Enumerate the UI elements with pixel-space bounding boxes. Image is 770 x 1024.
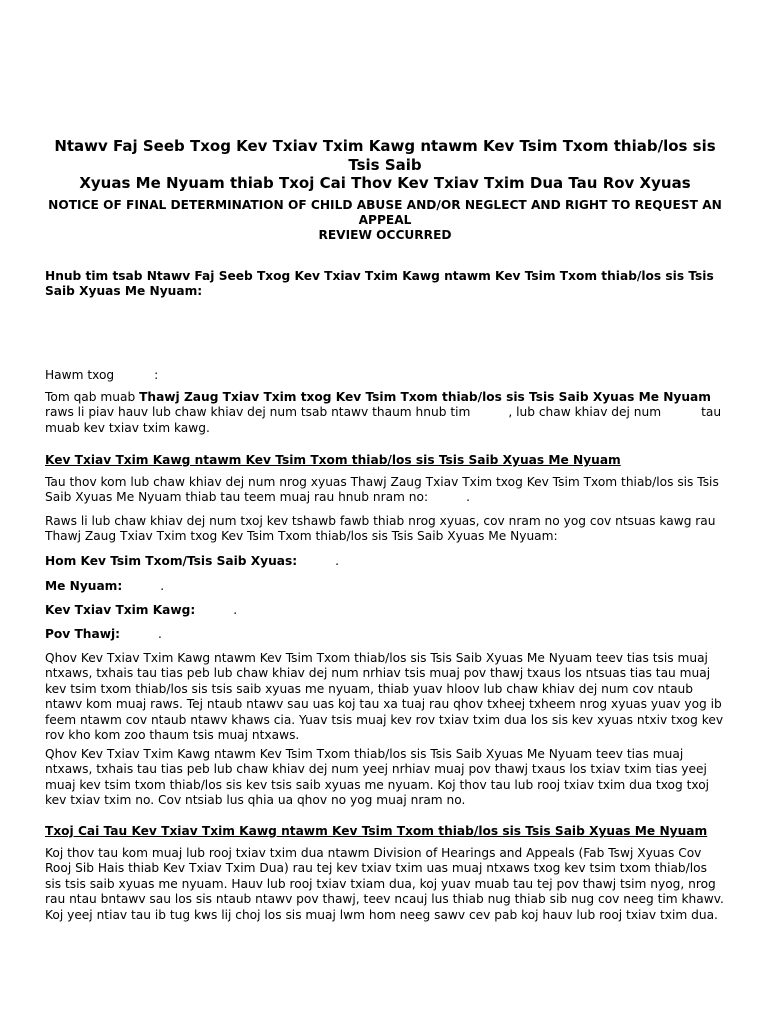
field-label: Hom Kev Tsim Txom/Tsis Saib Xyuas:	[45, 554, 298, 568]
greeting-label: Hawm txog	[45, 368, 115, 382]
field-label: Me Nyuam:	[45, 579, 123, 593]
greeting-line	[45, 368, 725, 383]
unsubstantiated-paragraph: Qhov Kev Txiav Txim Kawg ntawm Kev Tsim Txom thiab/los sis Tsis Saib Xyuas Me Nyuam teev tias tsis muaj ntxaws, txhais tau tias peb lub chaw khiav dej num nrhiav tsis muaj pov thawj txaus los ntsuas tias tau muaj kev tsim txom thiab/los sis tsis saib xyuas me nyuam, thiab yuav hloov lub chaw khiav dej num cov ntaub ntawv kom muaj raws. Tej ntaub ntawv sau uas koj tau xa tuaj rau qhov txheej txheem nrog xyuas yuav yog ib feem ntawm cov ntaub ntawv khaws cia. Yuav tsis muaj kev rov txiav txim dua los sis kev xyuas ntxiv txog kev rov kho kom zoo thaum tsis muaj ntxaws.	[45, 651, 724, 743]
field-abuse-type: Hom Kev Tsim Txom/Tsis Saib Xyuas: .	[45, 554, 339, 568]
greeting-colon: :	[154, 368, 159, 382]
field-label: Kev Txiav Txim Kawg:	[45, 603, 196, 617]
request-paragraph: Tau thov kom lub chaw khiav dej num nrog xyuas Thawj Zaug Txiav Txim txog Kev Tsim Txom thiab/los sis Tsis Saib Xyuas Me Nyuam thiab tau teem muaj rau hnub nram no: .	[45, 475, 719, 505]
findings-intro-paragraph: Raws li lub chaw khiav dej num txoj kev tshawb fawb thiab nrog xyuas, cov nram no yog cov ntsuas kawg rau Thawj Zaug Txiav Txim txog Kev Tsim Txom thiab/los sis Tsis Saib Xyuas Me Nyuam:	[45, 514, 716, 544]
section-heading-appeal-rights: Txoj Cai Tau Kev Txiav Txim Kawg ntawm Kev Tsim Txom thiab/los sis Tsis Saib Xyuas Me Nyuam	[45, 824, 708, 838]
document-subtitle	[45, 198, 725, 244]
title-line-2: Xyuas Me Nyuam thiab Txoj Cai Thov Kev Txiav Txim Dua Tau Rov Xyuas	[79, 174, 691, 192]
title-line-1: Ntawv Faj Seeb Txog Kev Txiav Txim Kawg ntawm Kev Tsim Txom thiab/los sis Tsis Saib	[54, 137, 716, 174]
subtitle-line-1: NOTICE OF FINAL DETERMINATION OF CHILD ABUSE AND/OR NEGLECT AND RIGHT TO REQUEST AN APPEAL	[48, 198, 722, 228]
section-heading-final-determination: Kev Txiav Txim Kawg ntawm Kev Tsim Txom thiab/los sis Tsis Saib Xyuas Me Nyuam	[45, 453, 621, 467]
date-label: Hnub tim tsab Ntawv Faj Seeb Txog Kev Txiav Txim Kawg ntawm Kev Tsim Txom thiab/los sis Tsis Saib Xyuas Me Nyuam:	[45, 269, 714, 299]
intro-paragraph: Tom qab muab Thawj Zaug Txiav Txim txog Kev Tsim Txom thiab/los sis Tsis Saib Xyuas Me Nyuam raws li piav hauv lub chaw khiav dej num tsab ntawv thaum hnub tim , lub chaw khiav dej num tau muab kev txiav txim kawg.	[45, 390, 722, 435]
substantiated-paragraph: Qhov Kev Txiav Txim Kawg ntawm Kev Tsim Txom thiab/los sis Tsis Saib Xyuas Me Nyuam teev tias muaj ntxaws, txhais tau tias peb lub chaw khiav dej num yeej nrhiav muaj pov thawj txaus los txiav txim tias yeej muaj kev tsim txom thiab/los sis kev tsis saib xyuas me nyuam. Koj thov tau lub rooj txiav txim dua txog txoj kev txiav txim no. Cov ntsiab lus qhia ua qhov no yog muaj nram no.	[45, 747, 710, 808]
subtitle-line-2: REVIEW OCCURRED	[318, 228, 452, 243]
field-final-determination: Kev Txiav Txim Kawg: .	[45, 603, 238, 617]
field-child: Me Nyuam: .	[45, 579, 165, 593]
intro-bold-text: Thawj Zaug Txiav Txim txog Kev Tsim Txom thiab/los sis Tsis Saib Xyuas Me Nyuam	[139, 390, 711, 404]
appeal-rights-paragraph: Koj thov tau kom muaj lub rooj txiav txim dua ntawm Division of Hearings and Appeals (Fab Tswj Xyuas Cov Rooj Sib Hais thiab Kev Txiav Txim Dua) rau tej kev txiav txim uas muaj ntxaws txog kev tsim txom thiab/los sis tsis saib xyuas me nyuam. Hauv lub rooj txiav txiam dua, koj yuav muab tau tej pov thawj tsim nyog, nrog rau ntau bntawv sau los sis ntaub ntawv pov thawj, teev ncauj lus thiab nug thiab sib nug cov neeg tim khawv. Koj yeej ntiav tau ib tug kws lij choj los sis muaj lwm hom neeg sawv cev pab koj hauv lub rooj txiav txim dua.	[45, 846, 724, 922]
document-title	[45, 137, 725, 193]
field-label: Pov Thawj:	[45, 627, 121, 641]
field-evidence: Pov Thawj: .	[45, 627, 162, 641]
